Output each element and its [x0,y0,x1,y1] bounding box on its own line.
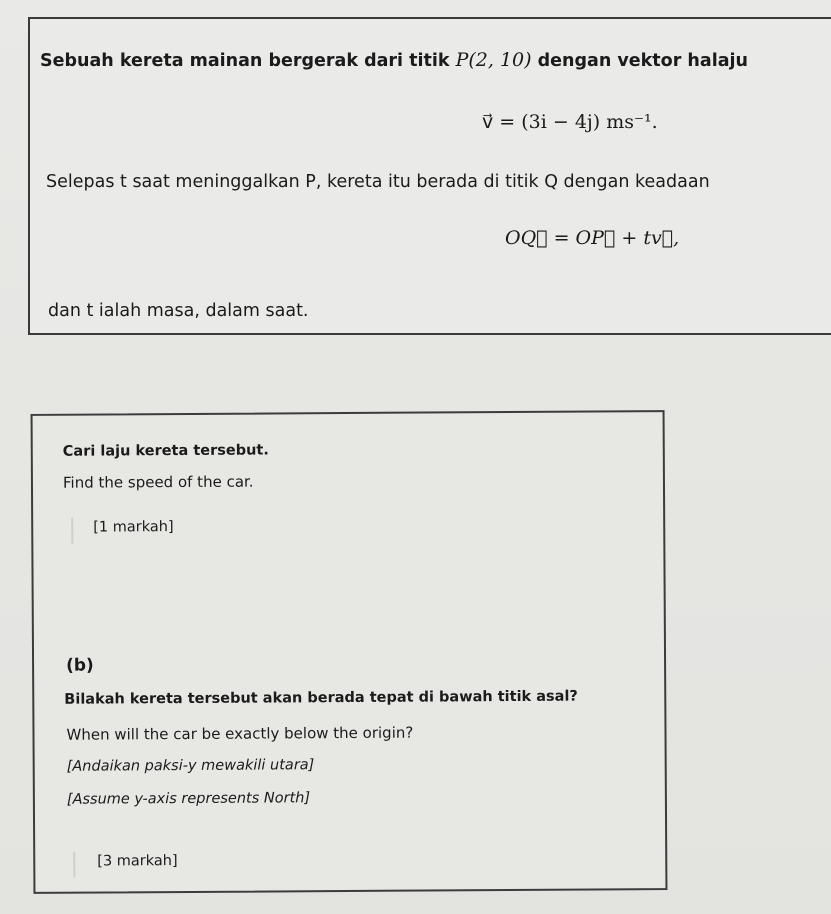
part-a-marks: [1 markah] [93,519,174,536]
part-b-question-ms: Bilakah kereta tersebut akan berada tepat di bawah titik asal? [64,688,578,708]
margin-tick [73,852,75,878]
margin-tick [71,518,73,544]
part-b-label: (b) [66,655,94,676]
intro-line-3: dan t ialah masa, dalam saat. [48,301,309,321]
problem-statement-box [28,17,831,335]
part-a-question-en: Find the speed of the car. [62,472,254,492]
intro-line-1 [40,49,748,71]
point-p: P(2, 10) [455,49,532,71]
position-equation: OQ⃗ = OP⃗ + tv⃗, [505,227,680,249]
intro-line-2: Selepas t saat meninggalkan P, kereta itu berada di titik Q dengan keadaan [46,172,710,192]
part-b-assume-ms: [Andaikan paksi-y mewakili utara] [66,757,315,775]
part-b-assume-en: [Assume y-axis represents North] [66,790,311,808]
intro-line-1-suffix: dengan vektor halaju [531,51,748,71]
velocity-equation: v⃗ = (3i − 4j) ms⁻¹. [482,111,658,133]
part-b-marks: [3 markah] [97,853,178,870]
intro-line-1-prefix: Sebuah kereta mainan bergerak dari titik [40,51,456,71]
questions-box [31,410,668,894]
part-a-question-ms: Cari laju kereta tersebut. [62,442,269,460]
part-b-question-en: When will the car be exactly below the origin? [66,723,414,744]
